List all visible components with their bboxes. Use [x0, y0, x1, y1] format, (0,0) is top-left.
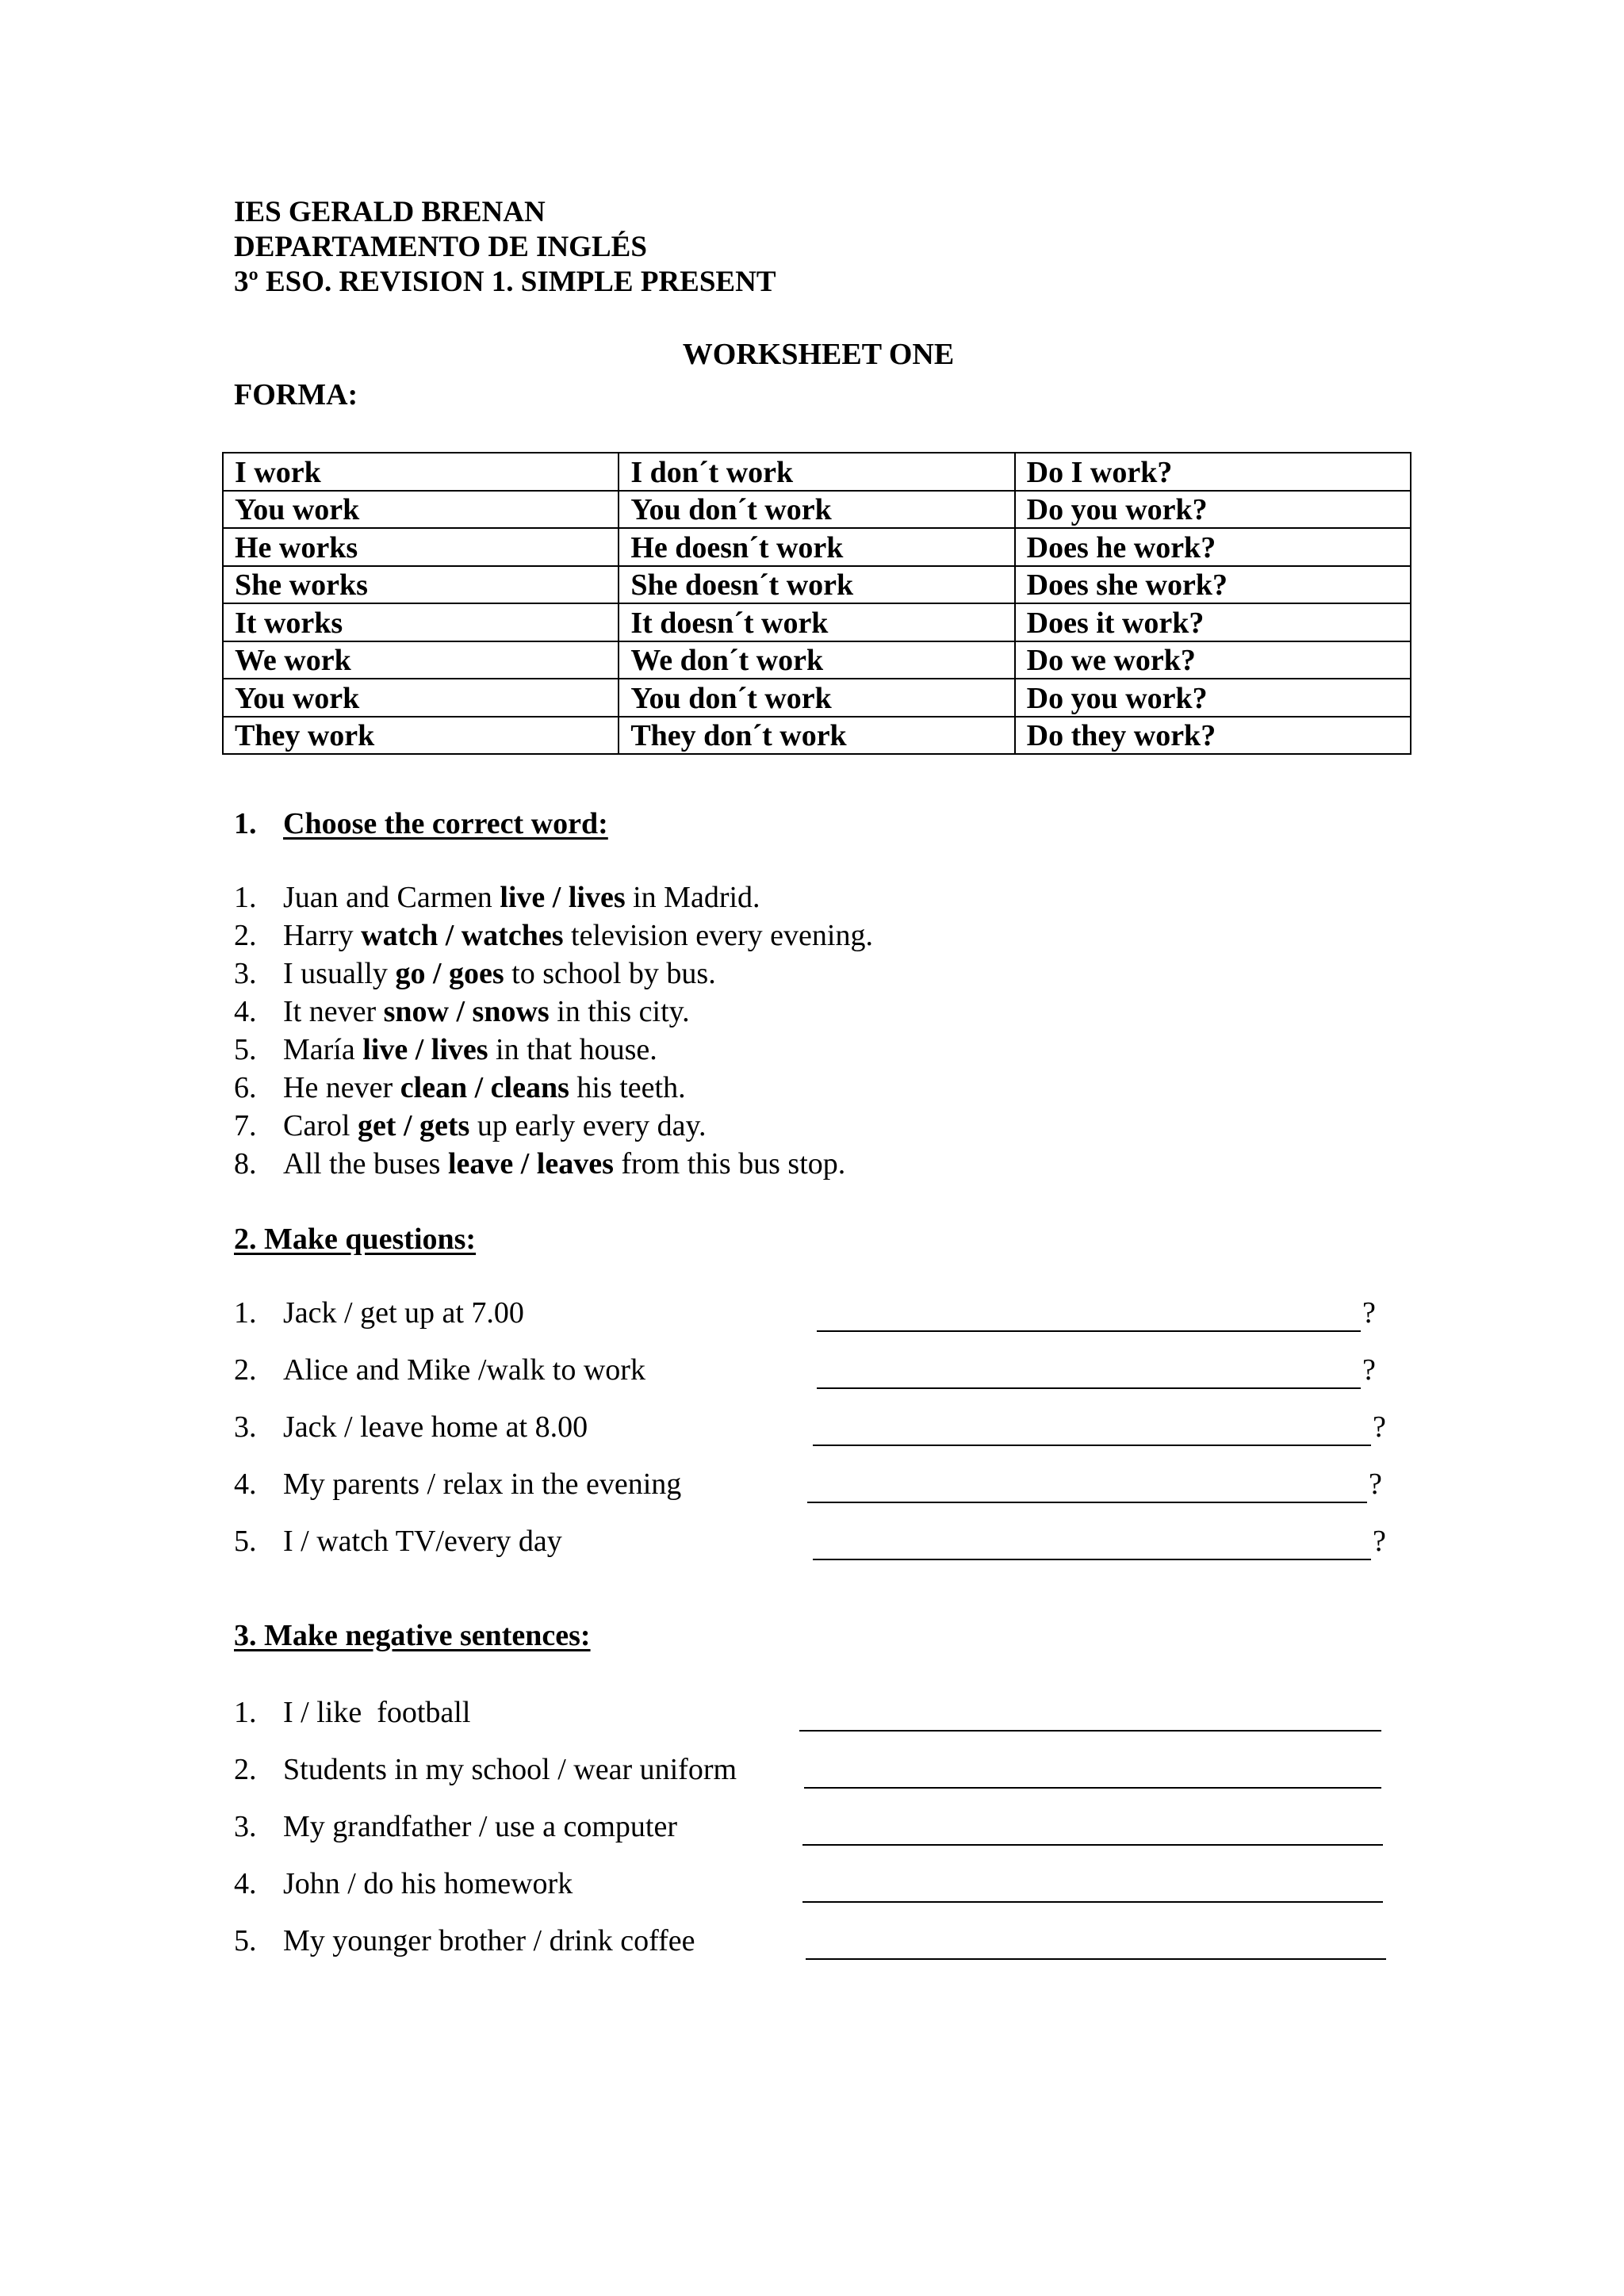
answer-line[interactable]	[813, 1529, 1371, 1560]
item-text: his teeth.	[569, 1071, 686, 1104]
item-prompt: Jack / leave home at 8.00	[283, 1410, 588, 1444]
department-name: DEPARTAMENTO DE INGLÉS	[234, 231, 647, 263]
table-row	[223, 453, 1411, 491]
item-number: 2.	[234, 1753, 257, 1786]
table-row	[223, 641, 1411, 679]
item-number: 8.	[234, 1147, 257, 1181]
item-text: Harry	[283, 919, 362, 952]
word-choice: go / goes	[395, 957, 504, 990]
word-choice: clean / cleans	[400, 1071, 569, 1104]
negative-cell: We don´t work	[619, 641, 1014, 679]
section2-title: 2. Make questions:	[234, 1223, 477, 1256]
item-prompt: My parents / relax in the evening	[283, 1468, 682, 1501]
item-number: 4.	[234, 1468, 257, 1501]
affirmative-cell: He works	[223, 528, 619, 566]
question-mark: ?	[1362, 1353, 1376, 1387]
item-text: to school by bus.	[504, 957, 716, 990]
answer-line[interactable]	[802, 1814, 1383, 1846]
negative-cell: You don´t work	[619, 491, 1014, 529]
item-text: Carol	[283, 1109, 358, 1142]
list-item	[234, 1107, 873, 1145]
section1-number: 1.	[234, 807, 257, 840]
item-number: 6.	[234, 1071, 257, 1104]
table-row	[223, 528, 1411, 566]
affirmative-cell: We work	[223, 641, 619, 679]
item-text: television every evening.	[563, 919, 873, 952]
word-choice: watch / watches	[361, 919, 564, 952]
item-text: It never	[283, 995, 384, 1028]
negative-cell: You don´t work	[619, 679, 1014, 717]
answer-line[interactable]	[817, 1300, 1361, 1332]
item-prompt: Alice and Mike /walk to work	[283, 1353, 645, 1387]
section3-title: 3. Make negative sentences:	[234, 1619, 591, 1652]
list-item	[234, 1145, 873, 1183]
list-item	[234, 955, 873, 993]
item-prompt: My grandfather / use a computer	[283, 1810, 677, 1843]
item-number: 3.	[234, 1810, 257, 1843]
negative-cell: He doesn´t work	[619, 528, 1014, 566]
item-number: 2.	[234, 919, 257, 952]
question-mark: ?	[1369, 1468, 1382, 1501]
item-text: I usually	[283, 957, 396, 990]
forma-label: FORMA:	[234, 378, 358, 411]
item-text: from this bus stop.	[613, 1147, 846, 1181]
question-cell: Do you work?	[1015, 679, 1411, 717]
answer-line[interactable]	[804, 1757, 1381, 1789]
question-mark: ?	[1373, 1410, 1386, 1444]
question-cell: Do I work?	[1015, 453, 1411, 491]
list-item	[234, 993, 873, 1031]
item-number: 4.	[234, 995, 257, 1028]
negative-cell: I don´t work	[619, 453, 1014, 491]
affirmative-cell: She works	[223, 566, 619, 604]
item-text: up early every day.	[469, 1109, 707, 1142]
item-prompt: My younger brother / drink coffee	[283, 1924, 695, 1957]
item-number: 3.	[234, 1410, 257, 1444]
word-choice: snow / snows	[383, 995, 550, 1028]
question-mark: ?	[1362, 1296, 1376, 1330]
question-cell: Do we work?	[1015, 641, 1411, 679]
question-cell: Do you work?	[1015, 491, 1411, 529]
item-number: 5.	[234, 1924, 257, 1957]
affirmative-cell: You work	[223, 679, 619, 717]
question-cell: Does he work?	[1015, 528, 1411, 566]
item-number: 5.	[234, 1033, 257, 1066]
negative-cell: She doesn´t work	[619, 566, 1014, 604]
answer-line[interactable]	[807, 1471, 1367, 1503]
negative-cell: It doesn´t work	[619, 603, 1014, 641]
item-number: 1.	[234, 881, 257, 914]
word-choice: live / lives	[500, 881, 626, 914]
answer-line[interactable]	[813, 1414, 1371, 1446]
affirmative-cell: You work	[223, 491, 619, 529]
item-prompt: I / like football	[283, 1696, 471, 1729]
item-text: in Madrid.	[625, 881, 760, 914]
affirmative-cell: They work	[223, 717, 619, 755]
answer-line[interactable]	[806, 1928, 1386, 1960]
item-text: María	[283, 1033, 363, 1066]
section1-list	[234, 878, 873, 1183]
course-title: 3º ESO. REVISION 1. SIMPLE PRESENT	[234, 266, 776, 298]
table-row	[223, 717, 1411, 755]
item-prompt: Students in my school / wear uniform	[283, 1753, 737, 1786]
question-cell: Does she work?	[1015, 566, 1411, 604]
item-prompt: John / do his homework	[283, 1867, 573, 1900]
word-choice: live / lives	[362, 1033, 488, 1066]
section1-title: Choose the correct word:	[283, 807, 608, 840]
negative-cell: They don´t work	[619, 717, 1014, 755]
worksheet-title: WORKSHEET ONE	[682, 338, 955, 371]
item-text: in that house.	[488, 1033, 657, 1066]
affirmative-cell: It works	[223, 603, 619, 641]
answer-line[interactable]	[799, 1700, 1381, 1732]
item-prompt: Jack / get up at 7.00	[283, 1296, 524, 1330]
question-cell: Do they work?	[1015, 717, 1411, 755]
item-text: He never	[283, 1071, 400, 1104]
item-number: 3.	[234, 957, 257, 990]
item-text: in this city.	[549, 995, 690, 1028]
list-item	[234, 1069, 873, 1107]
word-choice: leave / leaves	[447, 1147, 614, 1181]
answer-line[interactable]	[817, 1357, 1361, 1389]
school-name: IES GERALD BRENAN	[234, 196, 546, 228]
item-number: 5.	[234, 1525, 257, 1558]
list-item	[234, 878, 873, 916]
list-item	[234, 1031, 873, 1069]
table-row	[223, 491, 1411, 529]
item-prompt: I / watch TV/every day	[283, 1525, 562, 1558]
item-number: 7.	[234, 1109, 257, 1142]
verb-forms-table	[222, 452, 1411, 755]
item-number: 1.	[234, 1696, 257, 1729]
table-row	[223, 566, 1411, 604]
answer-line[interactable]	[802, 1871, 1383, 1903]
item-number: 2.	[234, 1353, 257, 1387]
affirmative-cell: I work	[223, 453, 619, 491]
table-row	[223, 679, 1411, 717]
item-text: All the buses	[283, 1147, 448, 1181]
item-text: Juan and Carmen	[283, 881, 500, 914]
section3-heading	[234, 1617, 591, 1654]
item-number: 1.	[234, 1296, 257, 1330]
section2-heading	[234, 1221, 476, 1257]
word-choice: get / gets	[357, 1109, 470, 1142]
list-item	[234, 916, 873, 955]
table-row	[223, 603, 1411, 641]
item-number: 4.	[234, 1867, 257, 1900]
question-cell: Does it work?	[1015, 603, 1411, 641]
section1-heading	[234, 806, 608, 842]
question-mark: ?	[1373, 1525, 1386, 1558]
